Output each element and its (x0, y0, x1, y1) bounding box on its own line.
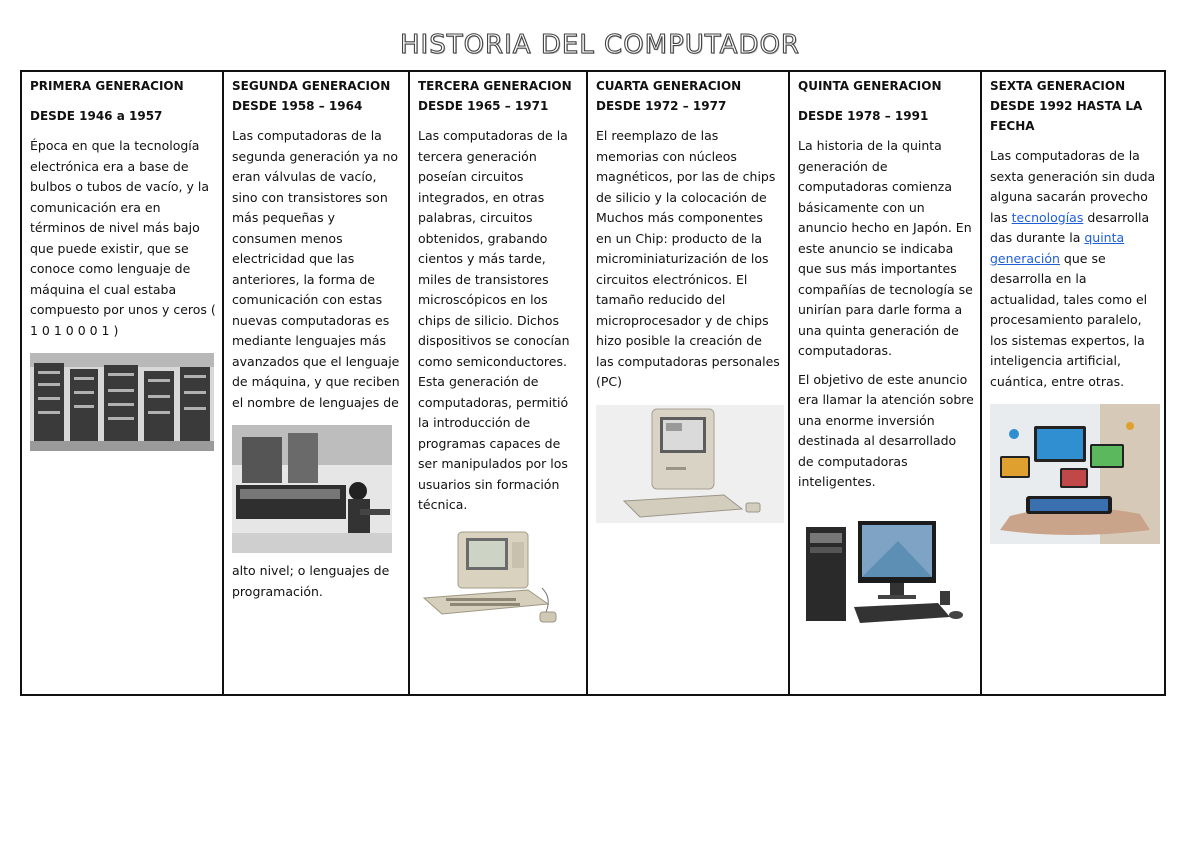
column-text: Época en que la tecnología electrónica era a base de bulbos o tubos de vacío, y la comunicación era en términos de nivel más bajo que puede existir, que se conoce como lenguaje de máquina el cual estaba compuesto por unos y ceros ( 1 0 1 0 0 0 1 ) (30, 138, 216, 338)
devices-hand-photo (990, 404, 1158, 544)
page-title: HISTORIA DEL COMPUTADOR (399, 30, 800, 60)
desktop-pc-photo (798, 521, 974, 633)
column-heading: TERCERA GENERACION (418, 79, 572, 93)
link-tecnologias[interactable]: tecnologías (1011, 209, 1084, 225)
column-tercera-generacion (409, 71, 587, 695)
column-heading: QUINTA GENERACION (798, 79, 942, 93)
column-date: DESDE 1958 – 1964 (232, 99, 363, 113)
column-sexta-generacion (981, 71, 1165, 695)
column-heading: SEXTA GENERACION (990, 79, 1126, 93)
column-date: DESDE 1946 a 1957 (30, 109, 163, 123)
macintosh-photo (596, 405, 782, 523)
column-heading: PRIMERA GENERACION (30, 79, 184, 93)
column-date: DESDE 1992 HASTA LA FECHA (990, 99, 1143, 133)
column-text: El reemplazo de las memorias con núcleos magnéticos, por las de chips de silicio y la colocación de Muchos más componentes en un Chip: producto de la microminiaturización de los circuitos electrónicos. El tamaño reducido del microprocesador y de chips hizo posible la creación de las computadoras personales (PC) (596, 128, 780, 389)
column-date: DESDE 1972 – 1977 (596, 99, 727, 113)
column-cuarta-generacion (587, 71, 789, 695)
column-segunda-generacion (223, 71, 409, 695)
column-text: Las computadoras de la tercera generación poseían circuitos integrados, en otras palabras, circuitos obtenidos, grabando cientos y más tarde, miles de transistores microscópicos en los chips de silicio. Dichos dispositivos se conocían como semiconductores. Esta generación de computadoras, permitió la introducción de programas capaces de ser manipulados por los usuarios sin formación técnica. (418, 128, 570, 512)
column-quinta-generacion (789, 71, 981, 695)
column-date: DESDE 1978 – 1991 (798, 109, 929, 123)
generations-table (20, 70, 1166, 696)
column-heading: CUARTA GENERACION (596, 79, 742, 93)
column-heading: SEGUNDA GENERACION (232, 79, 391, 93)
transistor-computer-photo (232, 425, 402, 553)
link-quinta-generacion[interactable]: quinta generación (990, 230, 1125, 266)
column-text: Las computadoras de la segunda generación ya no eran válvulas de vacío, sino con transistores son más pequeñas y consumen menos electricidad que las anteriores, la forma de comunicación con estas nuevas computadoras es mediante lenguajes más avanzados que el lenguaje de máquina, y que reciben el nombre de lenguajes de (232, 128, 400, 410)
column-text-continued: alto nivel; o lenguajes de programación. (232, 563, 390, 599)
apple-computer-photo (418, 528, 580, 626)
column-date: DESDE 1965 – 1971 (418, 99, 549, 113)
eniac-photo (30, 353, 216, 451)
column-text-2: El objetivo de este anuncio era llamar la atención sobre una enorme inversión destinada al desarrollado de computadoras inteligentes. (798, 371, 974, 489)
column-primera-generacion (21, 71, 223, 695)
column-text: Las computadoras de la sexta generación sin duda alguna sacarán provecho las tecnologías desarrolla das durante la quinta generación que se desarrolla en la actualidad, tales como el procesamiento paralelo, los sistemas expertos, la inteligencia artificial, cuántica, entre otras. (990, 148, 1156, 389)
column-text: La historia de la quinta generación de computadoras comienza básicamente con un anuncio hecho en Japón. En este anuncio se indicaba que sus más importantes compañías de tecnología se unirían para darle forma a una quinta generación de computadoras. (798, 138, 973, 358)
